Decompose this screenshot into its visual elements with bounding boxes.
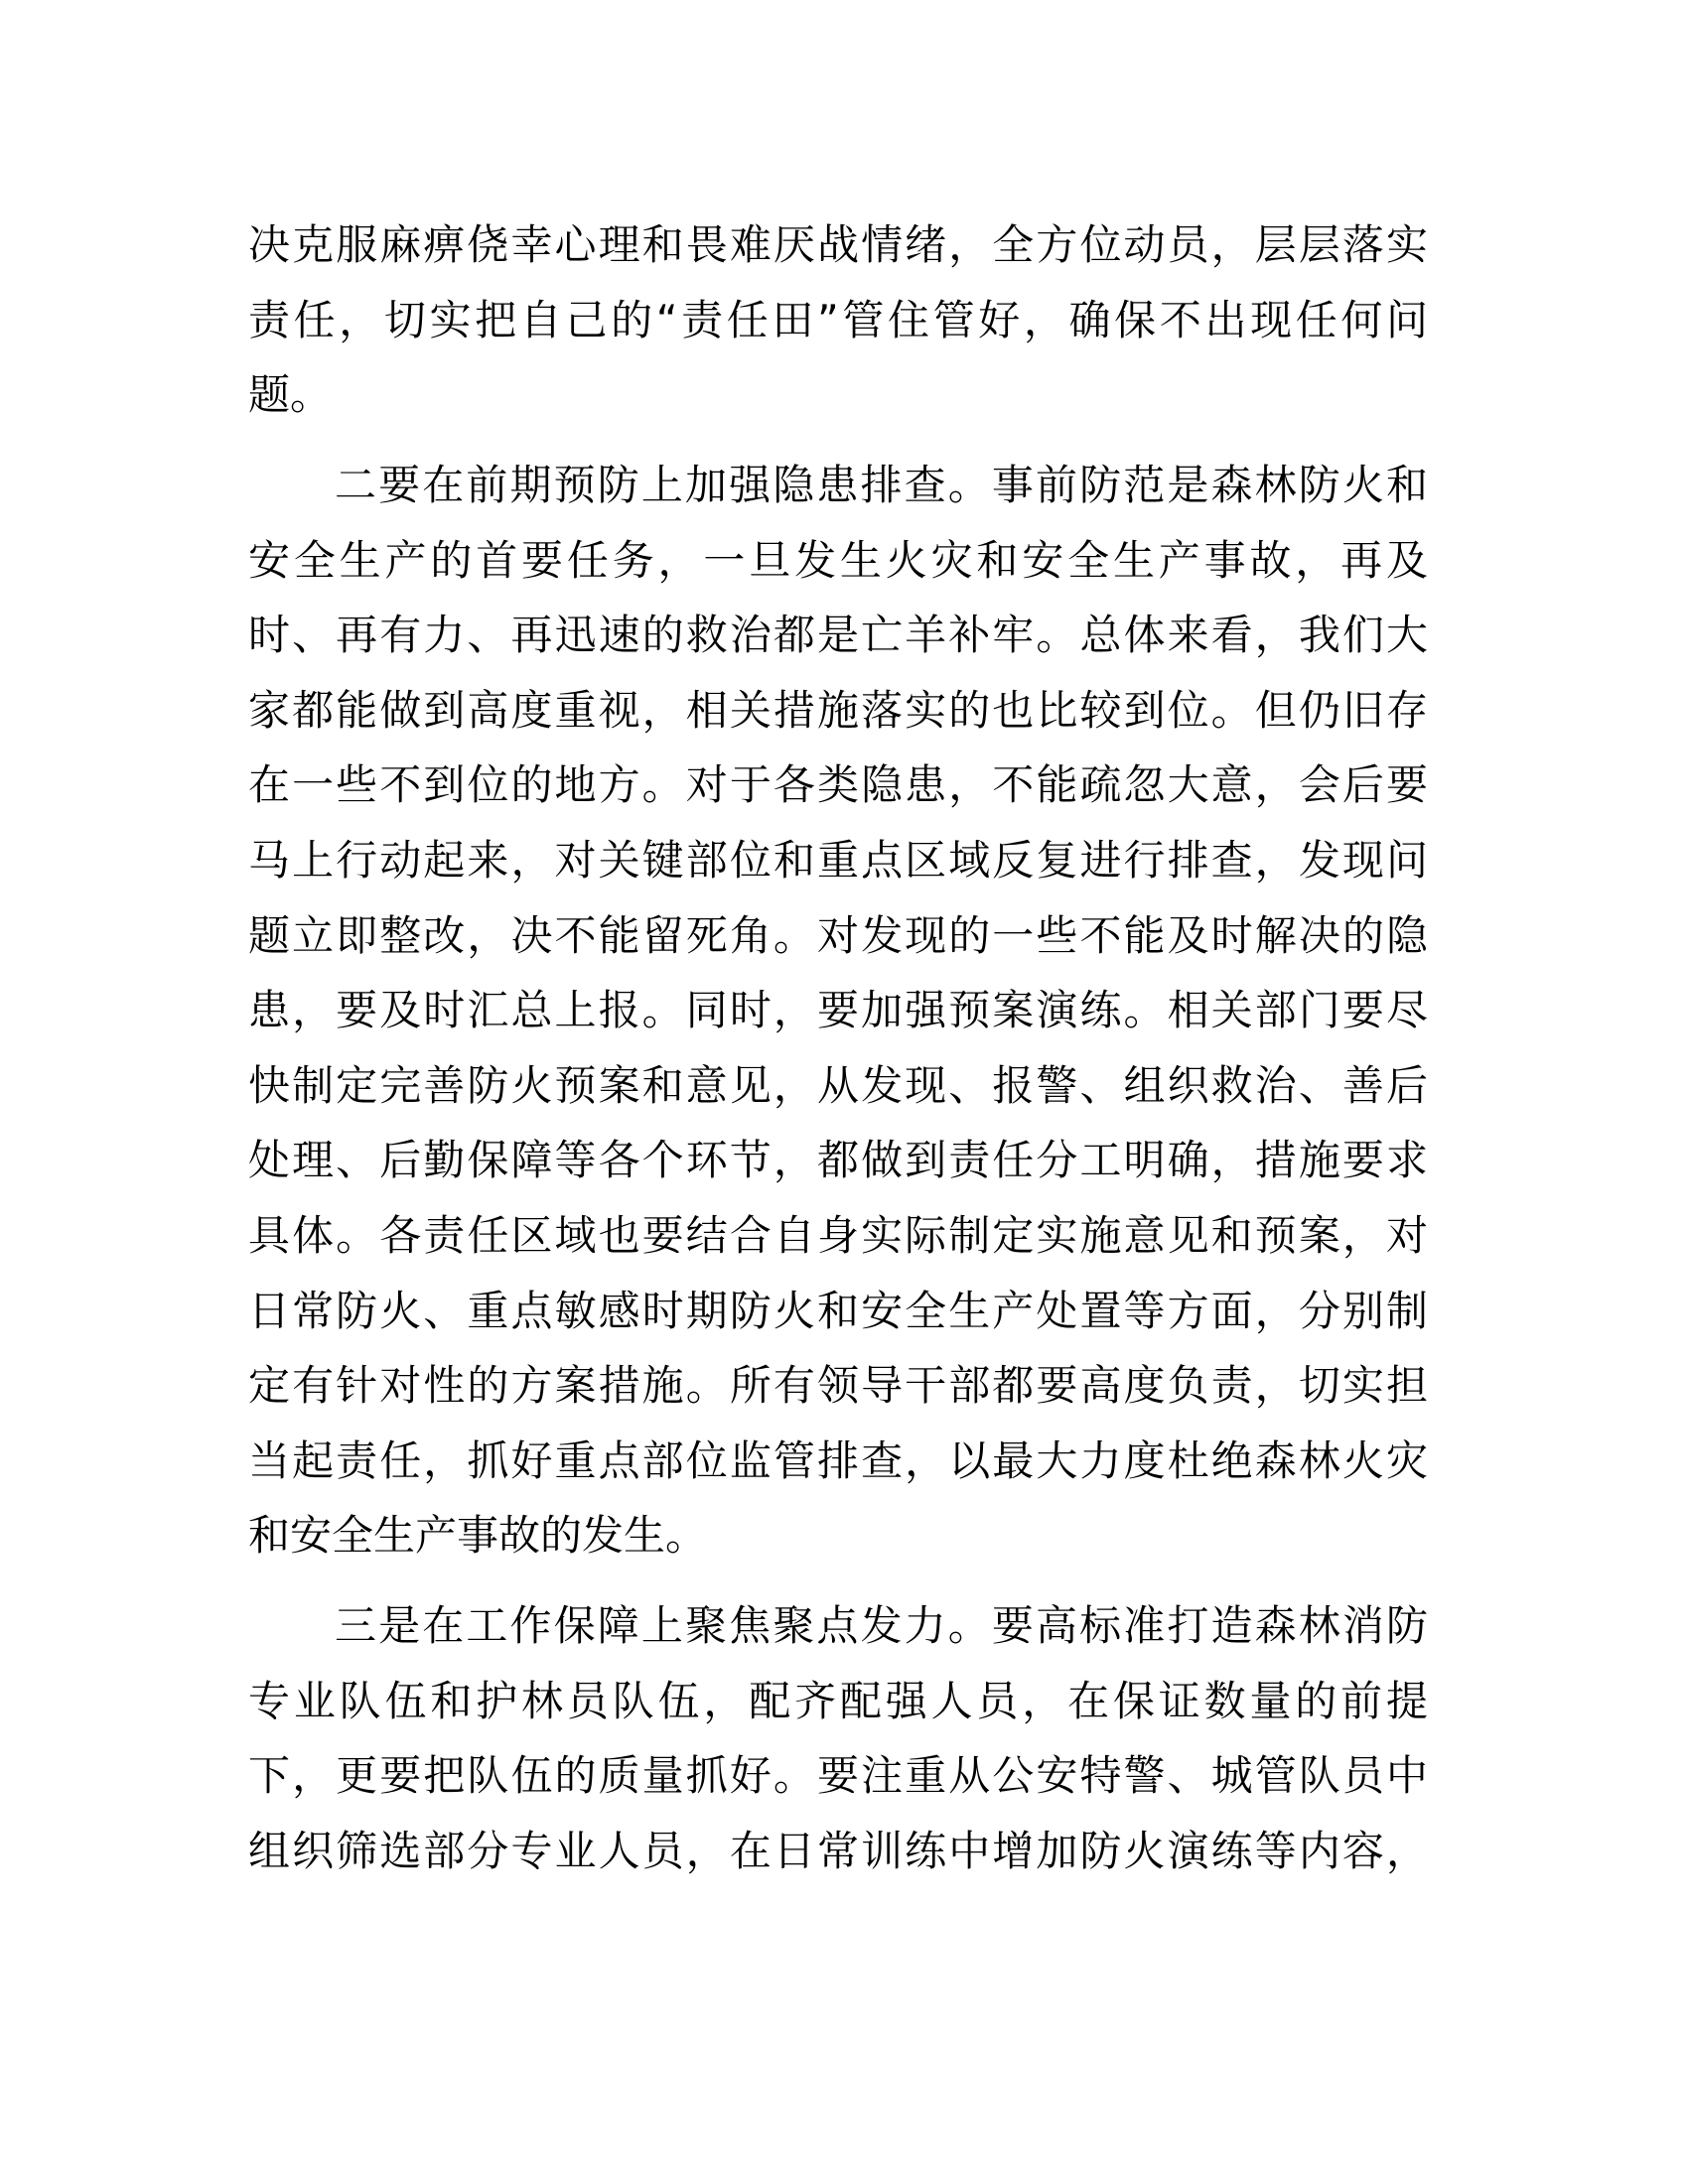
text-line: 马上行动起来，对关键部位和重点区域反复进行排查，发现问 — [248, 836, 1428, 885]
text-line: 当起责任，抓好重点部位监管排查，以最大力度杜绝森林火灾 — [248, 1435, 1428, 1485]
text-line: 家都能做到高度重视，相关措施落实的也比较到位。但仍旧存 — [248, 685, 1428, 735]
text-line: 题立即整改，决不能留死角。对发现的一些不能及时解决的隐 — [248, 910, 1428, 960]
text-line: 二要在前期预防上加强隐患排查。事前防范是森林防火和 — [335, 461, 1428, 509]
text-line: 下，更要把队伍的质量抓好。要注重从公安特警、城管队员中 — [248, 1751, 1428, 1801]
text-line: 和安全生产事故的发生。 — [248, 1511, 708, 1561]
text-line: 患，要及时汇总上报。同时，要加强预案演练。相关部门要尽 — [248, 986, 1428, 1035]
text-line: 具体。各责任区域也要结合自身实际制定实施意见和预案，对 — [248, 1211, 1428, 1260]
text-line: 责任，切实把自己的“责任田”管住管好，确保不出现任何问 — [248, 295, 1428, 344]
text-line: 日常防火、重点敏感时期防火和安全生产处置等方面，分别制 — [248, 1286, 1428, 1335]
text-line: 决克服麻痹侥幸心理和畏难厌战情绪，全方位动员，层层落实 — [248, 220, 1428, 269]
text-line: 专业队伍和护林员队伍，配齐配强人员，在保证数量的前提 — [248, 1676, 1428, 1725]
text-line: 安全生产的首要任务，一旦发生火灾和安全生产事故，再及 — [248, 535, 1428, 585]
text-line: 快制定完善防火预案和意见，从发现、报警、组织救治、善后 — [248, 1060, 1428, 1110]
text-line: 时、再有力、再迅速的救治都是亡羊补牢。总体来看，我们大 — [248, 611, 1428, 660]
text-line: 在一些不到位的地方。对于各类隐患，不能疏忽大意，会后要 — [248, 760, 1428, 810]
text-line: 题。 — [248, 370, 333, 420]
text-line: 处理、后勤保障等各个环节，都做到责任分工明确，措施要求 — [248, 1136, 1428, 1185]
text-line: 组织筛选部分专业人员，在日常训练中增加防火演练等内容， — [248, 1826, 1428, 1875]
text-line: 定有针对性的方案措施。所有领导干部都要高度负责，切实担 — [248, 1361, 1428, 1411]
text-line: 三是在工作保障上聚焦聚点发力。要高标准打造森林消防 — [335, 1601, 1428, 1650]
